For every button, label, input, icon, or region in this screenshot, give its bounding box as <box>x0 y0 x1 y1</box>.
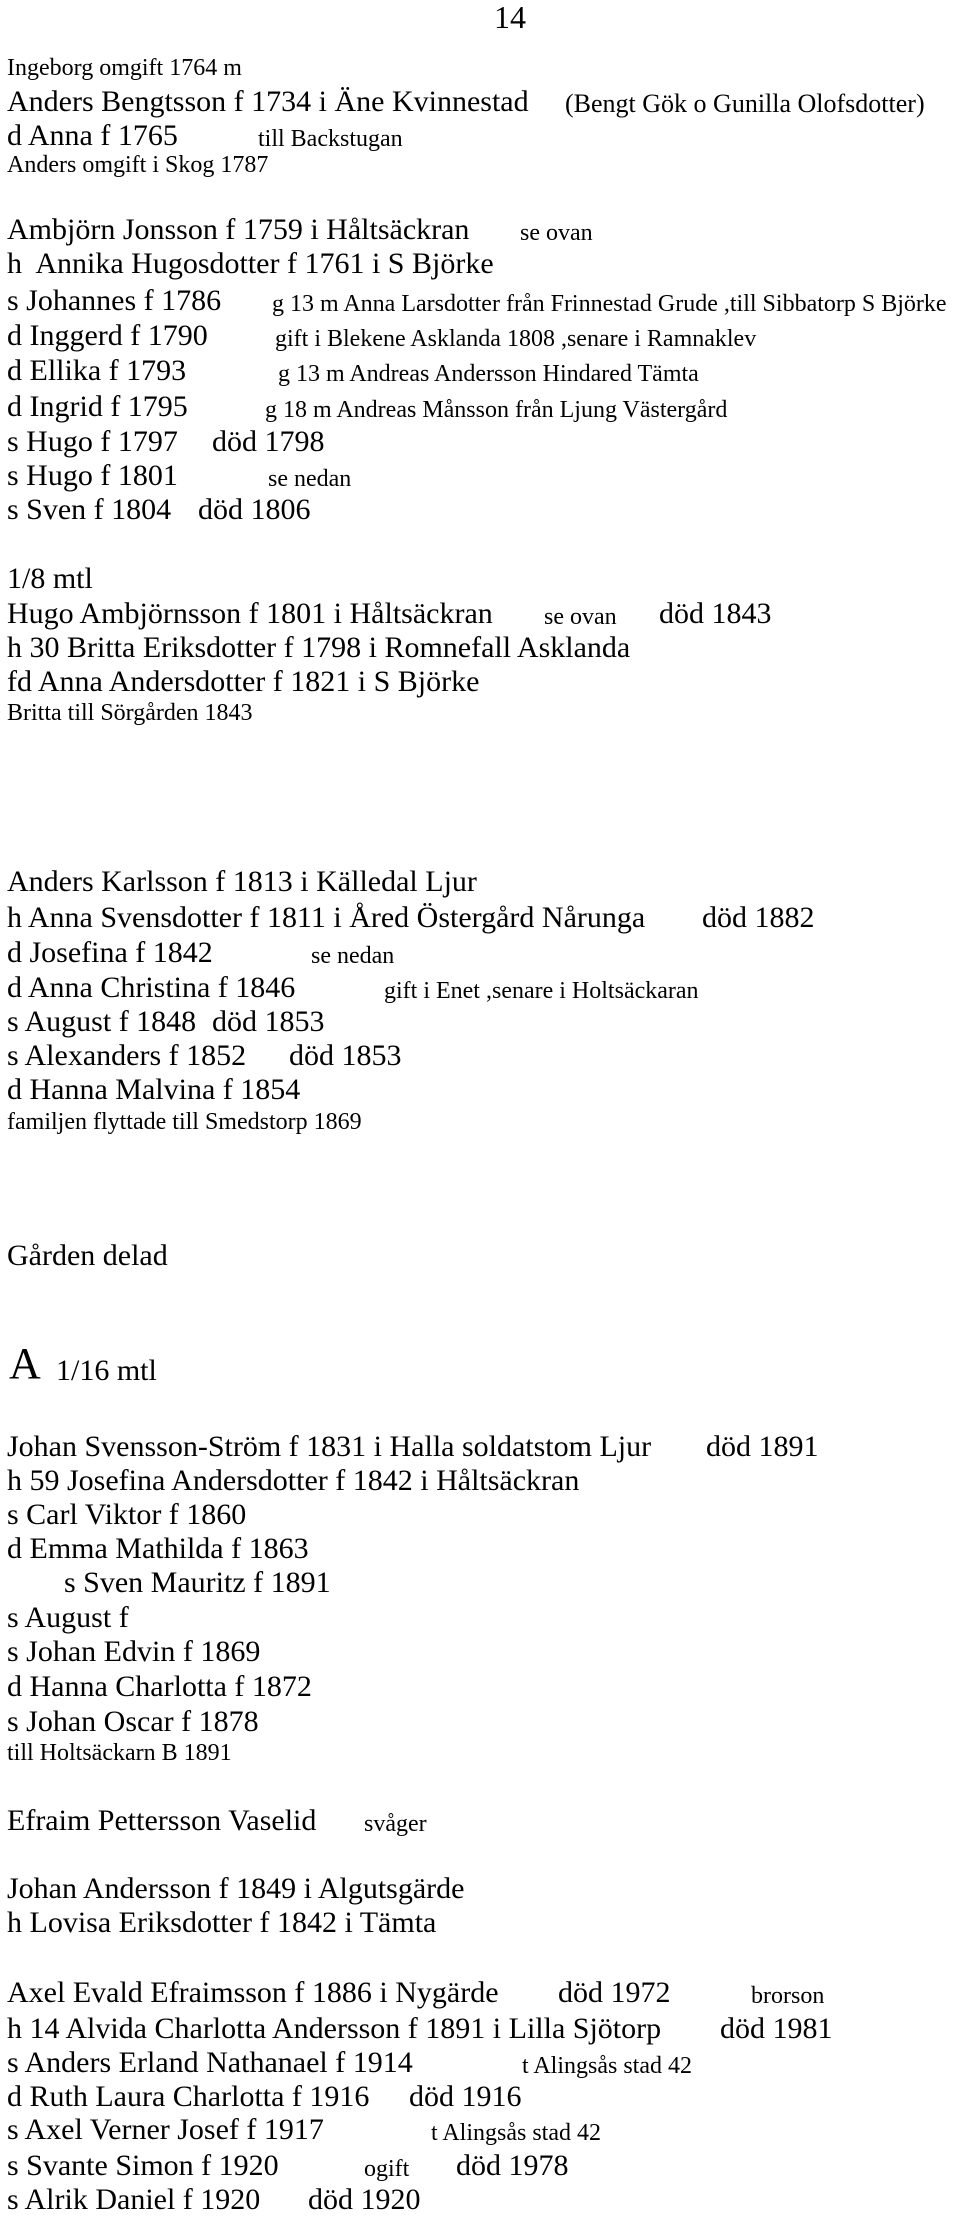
marital-status-note: ogift <box>364 2156 410 2182</box>
head-of-household: Anders Bengtsson f 1734 i Äne Kvinnestad <box>7 85 529 118</box>
marriage-note: g 18 m Andreas Månsson från Ljung Västergård <box>265 397 728 423</box>
child-entry: s Alrik Daniel f 1920 <box>7 2183 261 2216</box>
cross-reference: se nedan <box>311 943 395 969</box>
child-entry: d Josefina f 1842 <box>7 936 213 969</box>
spouse-entry: h 14 Alvida Charlotta Andersson f 1891 i Lilla Sjötorp <box>7 2012 662 2045</box>
relation-note: brorson <box>751 1983 825 2009</box>
child-entry: d Emma Mathilda f 1863 <box>7 1532 309 1565</box>
parents-note: (Bengt Gök o Gunilla Olofsdotter) <box>565 89 925 118</box>
child-entry: s Johan Edvin f 1869 <box>7 1635 261 1668</box>
child-entry: s Johannes f 1786 <box>7 284 222 317</box>
child-entry: s Hugo f 1801 <box>7 459 178 492</box>
death-note: död 1806 <box>198 493 311 526</box>
death-note: död 1972 <box>558 1976 671 2009</box>
annotation: till Backstugan <box>258 126 403 152</box>
cross-reference: se ovan <box>544 604 617 630</box>
moving-note: till Holtsäckarn B 1891 <box>7 1740 232 1766</box>
cross-reference: se nedan <box>268 466 352 492</box>
child-entry: s Hugo f 1797 <box>7 425 178 458</box>
farm-share-heading: 1/16 mtl <box>56 1354 157 1387</box>
child-entry: s August f <box>7 1601 129 1634</box>
death-note: död 1882 <box>702 901 815 934</box>
death-note: död 1981 <box>720 2012 833 2045</box>
child-entry: d Ingrid f 1795 <box>7 390 188 423</box>
child-entry: s Svante Simon f 1920 <box>7 2149 279 2182</box>
head-of-household: Johan Svensson-Ström f 1831 i Halla soldatstom Ljur <box>7 1430 652 1463</box>
grandchild-entry: s Sven Mauritz f 1891 <box>64 1566 331 1599</box>
farm-share-heading: 1/8 mtl <box>7 562 93 595</box>
section-letter: A <box>9 1339 41 1388</box>
child-entry: s Carl Viktor f 1860 <box>7 1498 247 1531</box>
death-note: död 1798 <box>212 425 325 458</box>
spouse-entry: h 30 Britta Eriksdotter f 1798 i Romnefall Asklanda <box>7 631 631 664</box>
remarriage-note: Anders omgift i Skog 1787 <box>7 152 269 178</box>
death-note: död 1916 <box>409 2080 522 2113</box>
remarriage-note: Ingeborg omgift 1764 m <box>7 55 242 81</box>
marriage-note: gift i Enet ,senare i Holtsäckaran <box>384 978 699 1004</box>
cross-reference: se ovan <box>520 220 593 246</box>
marriage-note: gift i Blekene Asklanda 1808 ,senare i Ramnaklev <box>275 326 757 352</box>
death-note: död 1853 <box>212 1005 325 1038</box>
child-entry: d Anna Christina f 1846 <box>7 971 296 1004</box>
head-of-household: Johan Andersson f 1849 i Algutsgärde <box>7 1872 465 1905</box>
spouse-entry: h Anna Svensdotter f 1811 i Åred Östergård Nårunga <box>7 901 646 934</box>
relation-note: svåger <box>364 1811 427 1837</box>
spouse-entry: h 59 Josefina Andersdotter f 1842 i Håltsäckran <box>7 1464 580 1497</box>
death-note: död 1891 <box>706 1430 819 1463</box>
child-entry: s Axel Verner Josef f 1917 <box>7 2113 324 2146</box>
child-entry: s Anders Erland Nathanael f 1914 <box>7 2046 413 2079</box>
child-entry: s Johan Oscar f 1878 <box>7 1705 259 1738</box>
marriage-note: g 13 m Anna Larsdotter från Frinnestad Grude ,till Sibbatorp S Björke <box>272 291 947 317</box>
death-note: död 1920 <box>308 2183 421 2216</box>
death-note: död 1853 <box>289 1039 402 1072</box>
spouse-entry: h Lovisa Eriksdotter f 1842 i Tämta <box>7 1906 437 1939</box>
child-entry: d Ellika f 1793 <box>7 354 187 387</box>
moving-note: familjen flyttade till Smedstorp 1869 <box>7 1109 362 1135</box>
child-entry: d Inggerd f 1790 <box>7 319 208 352</box>
head-of-household: Ambjörn Jonsson f 1759 i Håltsäckran <box>7 213 470 246</box>
child-entry: s Sven f 1804 <box>7 493 172 526</box>
page-number: 14 <box>494 0 526 35</box>
spouse-entry: h Annika Hugosdotter f 1761 i S Björke <box>7 247 494 280</box>
child-entry: d Ruth Laura Charlotta f 1916 <box>7 2080 370 2113</box>
marriage-note: g 13 m Andreas Andersson Hindared Tämta <box>278 361 699 387</box>
moving-note: t Alingsås stad 42 <box>431 2120 602 2146</box>
child-entry: s August f 1848 <box>7 1005 197 1038</box>
farm-division-note: Gården delad <box>7 1239 168 1272</box>
child-entry: d Hanna Malvina f 1854 <box>7 1073 301 1106</box>
foster-daughter-entry: fd Anna Andersdotter f 1821 i S Björke <box>7 665 480 698</box>
child-entry: d Anna f 1765 <box>7 119 178 152</box>
death-note: död 1843 <box>659 597 772 630</box>
child-entry: d Hanna Charlotta f 1872 <box>7 1670 312 1703</box>
moving-note: t Alingsås stad 42 <box>522 2053 693 2079</box>
moving-note: Britta till Sörgården 1843 <box>7 700 253 726</box>
head-of-household: Hugo Ambjörnsson f 1801 i Håltsäckran <box>7 597 493 630</box>
head-of-household: Anders Karlsson f 1813 i Källedal Ljur <box>7 865 477 898</box>
head-of-household: Axel Evald Efraimsson f 1886 i Nygärde <box>7 1976 499 2009</box>
child-entry: s Alexanders f 1852 <box>7 1039 247 1072</box>
death-note: död 1978 <box>456 2149 569 2182</box>
head-of-household: Efraim Pettersson Vaselid <box>7 1804 317 1837</box>
